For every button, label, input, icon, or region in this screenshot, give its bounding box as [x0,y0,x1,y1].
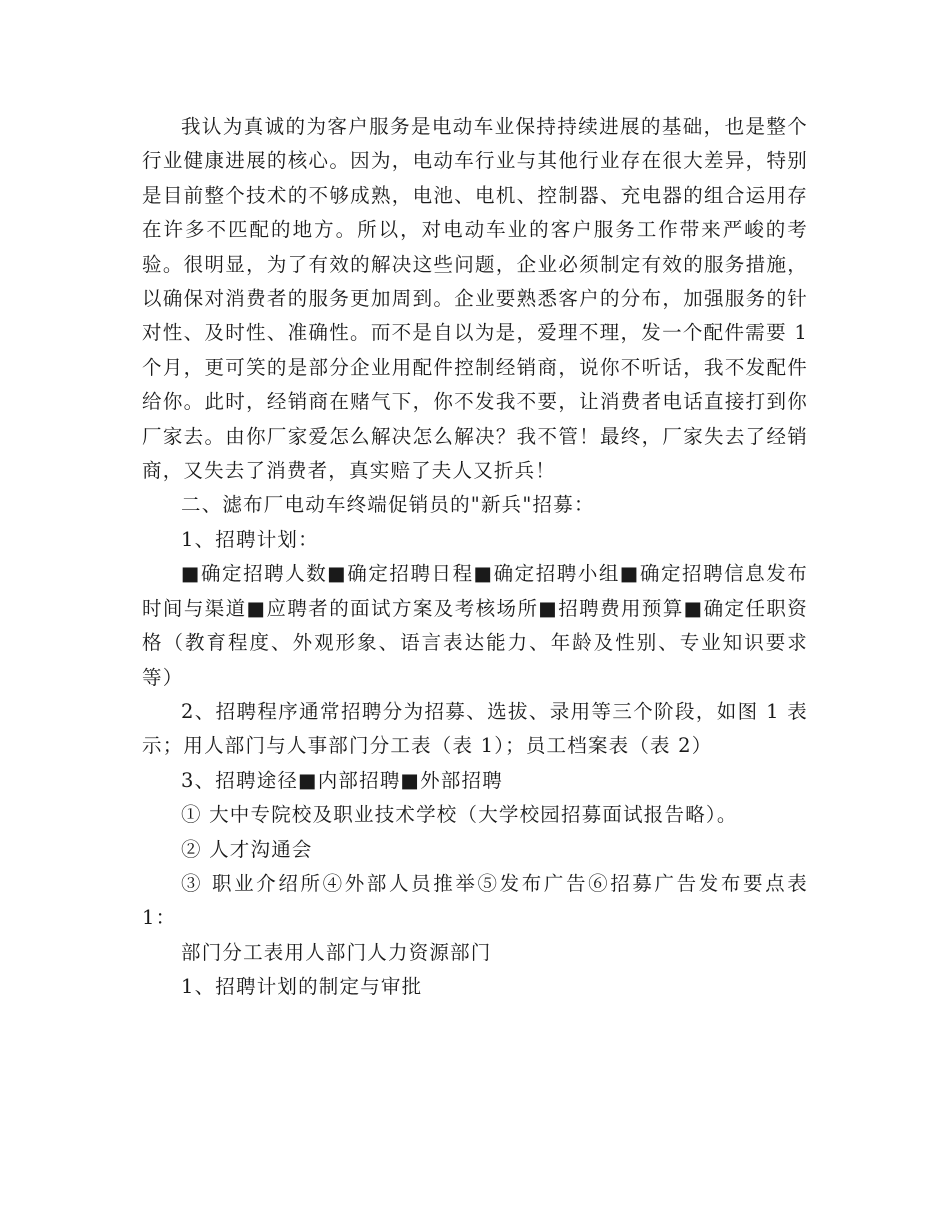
document-body [142,110,808,1005]
paragraph-department-table: 部门分工表用人部门人力资源部门 [181,940,492,964]
paragraph-plan-approval: 1、招聘计划的制定与审批 [181,975,423,999]
list-item-schools: ① 大中专院校及职业技术学校（大学校园招募面试报告略）。 [181,803,738,827]
paragraph-plan-items: ■确定招聘人数■确定招聘日程■确定招聘小组■确定招聘信息发布时间与渠道■应聘者的面试方案及考核场所■招聘费用预算■确定任职资格（教育程度、外观形象、语言表达能力、年龄及性别、专业知识要求等） [142,562,808,689]
paragraph-customer-service: 我认为真诚的为客户服务是电动车业保持持续进展的基础，也是整个行业健康进展的核心。因为，电动车行业与其他行业存在很大差异，特别是目前整个技术的不够成熟，电池、电机、控制器、充电器的组合运用存在许多不匹配的地方。所以，对电动车业的客户服务工作带来严峻的考验。很明显，为了有效的解决这些问题，企业必须制定有效的服务措施，以确保对消费者的服务更加周到。企业要熟悉客户的分布，加强服务的针对性、及时性、准确性。而不是自以为是，爱理不理，发一个配件需要 1 个月，更可笑的是部分企业用配件控制经销商，说你不听话，我不发配件给你。此时，经销商在赌气下，你不发我不要，让消费者电话直接打到你厂家去。由你厂家爱怎么解决怎么解决？我不管！最终，厂家失去了经销商，又失去了消费者，真实赔了夫人又折兵！ [142,115,808,483]
list-item-talent-fair: ② 人才沟通会 [181,837,313,861]
section-heading-recruitment: 二、滤布厂电动车终端促销员的"新兵"招募： [181,493,595,517]
subheading-recruitment-plan: 1、招聘计划： [181,527,319,551]
list-item-agencies: ③ 职业介绍所④外部人员推举⑤发布广告⑥招募广告发布要点表 1： [142,871,808,930]
paragraph-recruitment-channels: 3、招聘途径■内部招聘■外部招聘 [181,768,503,792]
paragraph-recruitment-procedure: 2、招聘程序通常招聘分为招募、选拔、录用等三个阶段，如图 1 表示；用人部门与人事部门分工表（表 1）；员工档案表（表 2） [142,699,808,758]
